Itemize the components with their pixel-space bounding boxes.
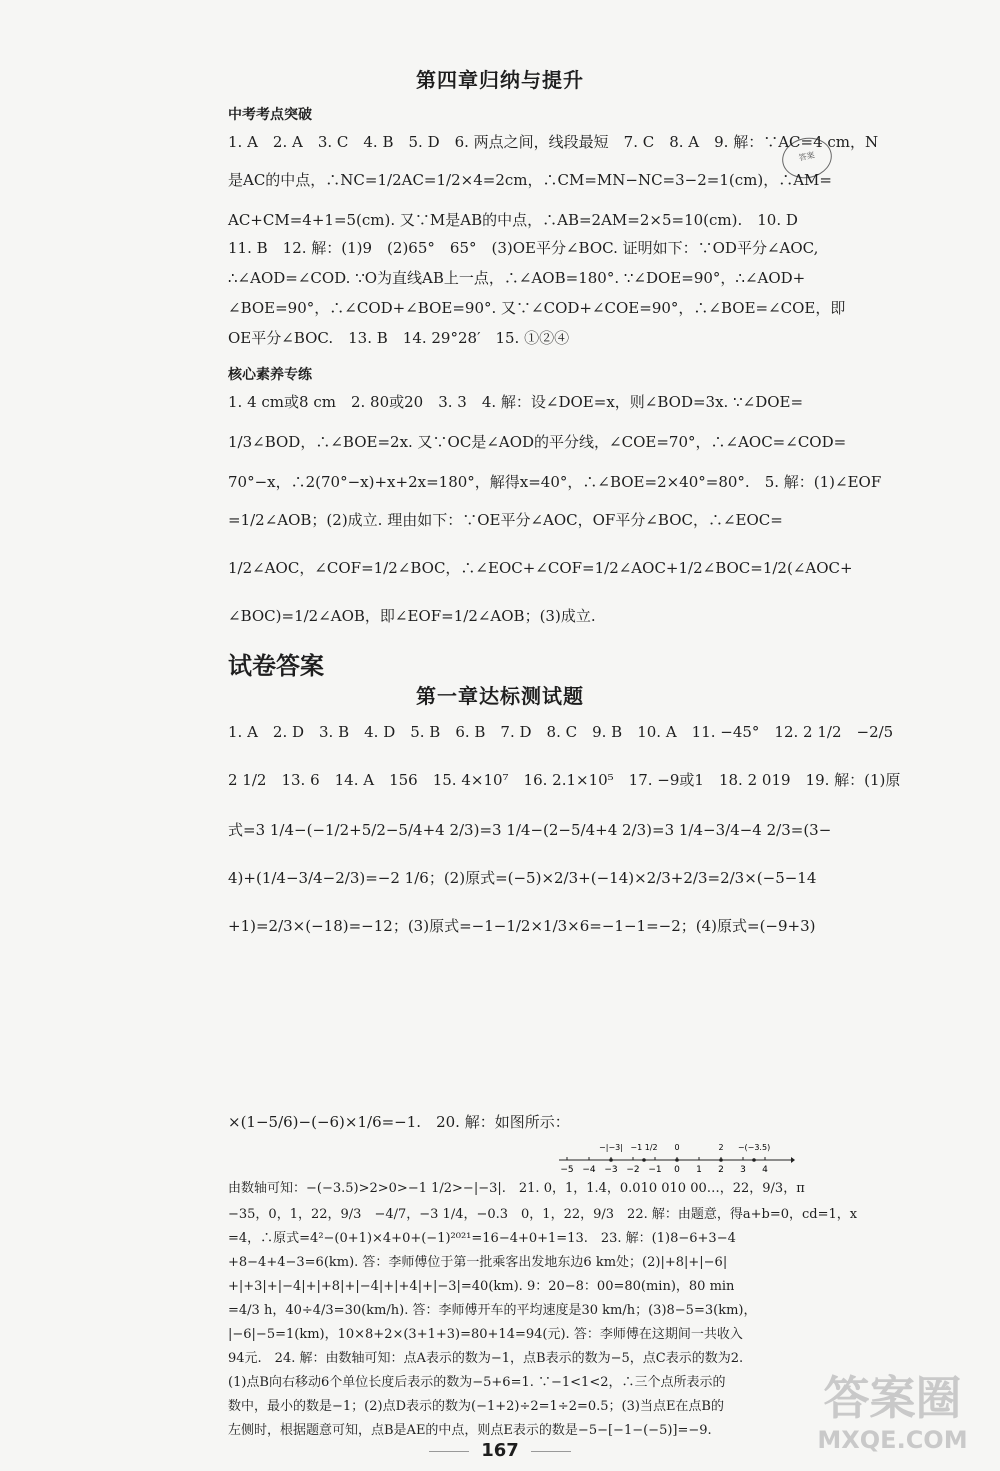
number-line-tick-label: −5 [560,1165,574,1175]
number-line-arrow [791,1157,795,1163]
stamp-mark: 答案 [778,133,835,183]
answer-line: 1. A 2. A 3. C 4. B 5. D 6. 两点之间，线段最短 7. C 8. A 9. 解：∵AC=4 cm，N [228,133,879,151]
answer-line: 2 1/2 13. 6 14. A 156 15. 4×10⁷ 16. 2.1×10⁵ 17. −9或1 18. 2 019 19. 解：(1)原 [228,771,901,789]
chapter4-title: 第四章归纳与提升 [416,68,584,92]
answer-line: AC+CM=4+1=5(cm). 又∵M是AB的中点，∴AB=2AM=2×5=10(cm). 10. D [228,211,798,229]
number-line-point [642,1158,646,1162]
answer-line: 1. 4 cm或8 cm 2. 80或20 3. 3 4. 解：设∠DOE=x，则∠BOD=3x. ∵∠DOE= [228,393,804,411]
answer-line: |−6|−5=1(km)，10×8+2×(3+1+3)=80+14=94(元). 答：李师傅在这期间一共收入 [228,1327,743,1342]
number-line-tick-label: 2 [718,1165,724,1175]
answer-line: +1)=2/3×(−18)=−12；(3)原式=−1−1/2×1/3×6=−1−1=−2；(4)原式=(−9+3) [228,917,816,935]
answer-line: −35，0，1，22，9/3 −4/7，−3 1/4，−0.3 0，1，22，9/3 22. 解：由题意，得a+b=0，cd=1，x [228,1207,858,1222]
number-line-point-label: −|−3| [599,1143,623,1152]
answer-line: +8−4+4−3=6(km). 答：李师傅位于第一批乘客出发地东边6 km处；(2)|+8|+|−6| [228,1255,728,1270]
number-line-top-labels [599,1143,770,1162]
number-line-tick-label: 4 [762,1165,768,1175]
chapter1-test-title: 第一章达标测试题 [416,684,584,708]
number-line-tick-label: −3 [604,1165,618,1175]
answer-line: ∴∠AOD=∠COD. ∵O为直线AB上一点，∴∠AOB=180°. ∵∠DOE=90°，∴∠AOD+ [228,269,806,287]
number-line-point [609,1158,613,1162]
number-line-figure [555,1140,795,1176]
watermark-domain: MXQE.COM [817,1426,968,1454]
answer-line: =4，∴原式=4²−(0+1)×4+0+(−1)²⁰²¹=16−4+0+1=13. 23. 解：(1)8−6+3−4 [228,1231,736,1246]
exam-answers-heading: 试卷答案 [228,652,324,680]
section-exam-points: 中考考点突破 [228,107,312,123]
answer-line: =1/2∠AOB；(2)成立. 理由如下：∵OE平分∠AOC，OF平分∠BOC，∴∠EOC= [228,511,783,529]
number-line-tick-label: 1 [696,1165,702,1175]
section-core-literacy: 核心素养专练 [228,367,312,383]
number-line-point-label: 0 [674,1143,680,1152]
answer-line: ∠BOE=90°，∴∠COD+∠BOE=90°. 又∵∠COD+∠COE=90°，∴∠BOE=∠COE，即 [228,299,846,317]
answer-line: ∠BOC)=1/2∠AOB，即∠EOF=1/2∠AOB；(3)成立. [228,607,596,625]
answer-line: 1. A 2. D 3. B 4. D 5. B 6. B 7. D 8. C 9. B 10. A 11. −45° 12. 2 1/2 −2/5 [228,723,894,741]
number-line-tick-label: −2 [626,1165,640,1175]
answer-line: 1/2∠AOC，∠COF=1/2∠BOC，∴∠EOC+∠COF=1/2∠AOC+1/2∠BOC=1/2(∠AOC+ [228,559,853,577]
number-line-tick-label: 0 [674,1165,680,1175]
answer-line: 左侧时，根据题意可知，点B是AE的中点，则点E表示的数是−5−[−1−(−5)]=−9. [228,1423,712,1438]
answer-line: 1/3∠BOD，∴∠BOE=2x. 又∵OC是∠AOD的平分线，∠COE=70°，∴∠AOC=∠COD= [228,433,847,451]
answer-line: 11. B 12. 解：(1)9 (2)65° 65° (3)OE平分∠BOC. 证明如下：∵OD平分∠AOC, [228,239,819,257]
answer-line: ×(1−5/6)−(−6)×1/6=−1. 20. 解：如图所示： [228,1113,570,1131]
answer-line: =4/3 h，40÷4/3=30(km/h). 答：李师傅开车的平均速度是30 km/h；(3)8−5=3(km)， [228,1303,757,1318]
answer-line: OE平分∠BOC. 13. B 14. 29°28′ 15. ①②④ [228,329,570,347]
page-number-text: 167 [481,1440,519,1461]
number-line-point-label: −1 1/2 [630,1143,658,1152]
answer-line: (1)点B向右移动6个单位长度后表示的数为−5+6=1. ∵−1<1<2，∴三个点所表示的 [228,1375,726,1390]
answer-line: 4)+(1/4−3/4−2/3)=−2 1/6；(2)原式=(−5)×2/3+(−14)×2/3+2/3=2/3×(−5−14 [228,869,817,887]
answer-line: +|+3|+|−4|+|+8|+|−4|+|+4|+|−3|=40(km). 9：20−8：00=80(min)，80 min [228,1279,735,1294]
answer-line: 式=3 1/4−(−1/2+5/2−5/4+4 2/3)=3 1/4−(2−5/4+4 2/3)=3 1/4−3/4−4 2/3=(3− [228,821,832,839]
number-line-point [675,1158,679,1162]
number-line-tick-label: −1 [648,1165,662,1175]
answer-line: 是AC的中点，∴NC=1/2AC=1/2×4=2cm，∴CM=MN−NC=3−2=1(cm)，∴AM= [228,171,832,189]
site-watermark [790,1370,995,1465]
number-line-point-label: 2 [718,1143,724,1152]
number-line-point-label: −(−3.5) [737,1143,771,1152]
answer-line: 由数轴可知：−(−3.5)>2>0>−1 1/2>−|−3|. 21. 0，1，1.4，0.010 010 00…，22，9/3，π [228,1181,805,1196]
number-line-point [719,1158,723,1162]
watermark-logo-text: 答案圈 [823,1371,962,1425]
answer-line: 数中，最小的数是−1；(2)点D表示的数为(−1+2)÷2=1÷2=0.5；(3)当点E在点B的 [228,1399,724,1414]
number-line-point [752,1158,756,1162]
number-line-tick-label: −4 [582,1165,596,1175]
answer-line: 70°−x，∴2(70°−x)+x+2x=180°，解得x=40°，∴∠BOE=2×40°=80°. 5. 解：(1)∠EOF [228,473,882,491]
number-line-tick-label: 3 [740,1165,746,1175]
answer-line: 94元. 24. 解：由数轴可知：点A表示的数为−1，点B表示的数为−5，点C表示的数为2. [228,1351,744,1366]
